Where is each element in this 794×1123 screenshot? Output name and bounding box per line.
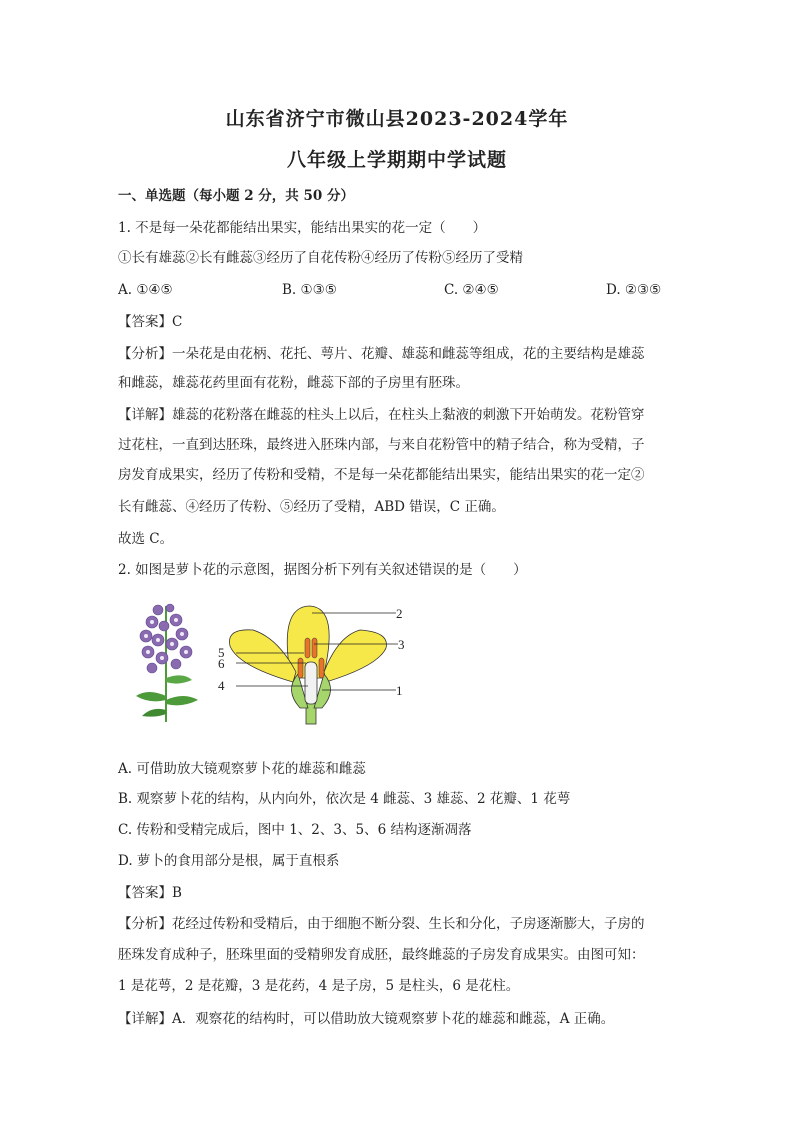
- q1-detail-line: 过花柱，一直到达胚珠，最终进入胚珠内部，与来自花粉管中的精子结合，称为受精，子: [118, 437, 645, 453]
- q1-stem: 1. 不是每一朵花都能结出果实，能结出果实的花一定（ ）: [118, 220, 487, 236]
- q1-option-c: C. ②④⑤: [444, 282, 499, 298]
- q1-statement: ①长有雄蕊②长有雌蕊③经历了自花传粉④经历了传粉⑤经历了受精: [118, 250, 523, 266]
- q2-analysis-line: 胚珠发育成种子，胚珠里面的受精卵发育成胚，最终雌蕊的子房发育成果实。由图可知：: [118, 947, 645, 963]
- figure-label: 4: [218, 678, 225, 693]
- figure-label: 6: [218, 656, 225, 671]
- q2-answer: 【答案】B: [118, 885, 182, 901]
- stamen: [298, 658, 303, 678]
- q1-option-d: D. ②③⑤: [606, 282, 662, 298]
- q1-answer: 【答案】C: [118, 314, 183, 330]
- figure-label: 3: [398, 637, 405, 652]
- q2-option-b: B. 观察萝卜花的结构，从内向外，依次是 4 雌蕊、3 雄蕊、2 花瓣、1 花萼: [118, 791, 571, 807]
- q1-detail-line: 长有雌蕊、④经历了传粉、⑤经历了受精，ABD 错误，C 正确。: [118, 499, 505, 515]
- section-heading: 一、单选题（每小题 2 分，共 50 分）: [118, 188, 354, 204]
- q1-option-b: B. ①③⑤: [282, 282, 337, 298]
- q2-option-d: D. 萝卜的食用部分是根，属于直根系: [118, 853, 340, 869]
- doc-title-line1: 山东省济宁市微山县2023-2024学年: [225, 108, 569, 130]
- q1-detail-line: 房发育成果实，经历了传粉和受精，不是每一朵花都能结出果实，能结出果实的花一定②: [118, 467, 645, 483]
- doc-title-line2: 八年级上学期期中学试题: [286, 149, 507, 171]
- stamen: [319, 658, 324, 678]
- radish-plant-illustration: [136, 604, 198, 722]
- figure-label: 2: [396, 606, 403, 621]
- q1-analysis-line: 和雌蕊，雄蕊花药里面有花粉，雌蕊下部的子房里有胚珠。: [118, 375, 469, 391]
- q2-option-a: A. 可借助放大镜观察萝卜花的雄蕊和雌蕊: [118, 761, 366, 777]
- radish-flower-figure: [128, 596, 418, 730]
- q1-detail-line: 故选 C。: [118, 531, 174, 547]
- stamen: [305, 638, 310, 658]
- pistil: [305, 662, 317, 704]
- q2-detail-line: 【详解】A．观察花的结构时，可以借助放大镜观察萝卜花的雄蕊和雌蕊，A 正确。: [118, 1011, 615, 1027]
- petal-right: [324, 630, 386, 682]
- q1-option-a: A. ①④⑤: [118, 282, 173, 298]
- q1-analysis-line: 【分析】一朵花是由花柄、花托、萼片、花瓣、雄蕊和雌蕊等组成，花的主要结构是雄蕊: [118, 346, 645, 362]
- figure-label: 5: [218, 645, 225, 660]
- petal-left: [229, 630, 296, 682]
- flower-structure-diagram: [218, 606, 405, 724]
- stamen: [312, 638, 317, 658]
- q2-analysis-line: 1 是花萼，2 是花瓣，3 是花药，4 是子房，5 是柱头，6 是花柱。: [118, 978, 520, 994]
- q2-analysis-line: 【分析】花经过传粉和受精后，由于细胞不断分裂、生长和分化，子房逐渐膨大，子房的: [118, 916, 645, 932]
- q2-option-c: C. 传粉和受精完成后，图中 1、2、3、5、6 结构逐渐凋落: [118, 822, 472, 838]
- figure-label: 1: [396, 683, 403, 698]
- q2-stem: 2. 如图是萝卜花的示意图，据图分析下列有关叙述错误的是（ ）: [118, 562, 527, 578]
- q1-detail-line: 【详解】雄蕊的花粉落在雌蕊的柱头上以后，在柱头上黏液的刺激下开始萌发。花粉管穿: [118, 407, 645, 423]
